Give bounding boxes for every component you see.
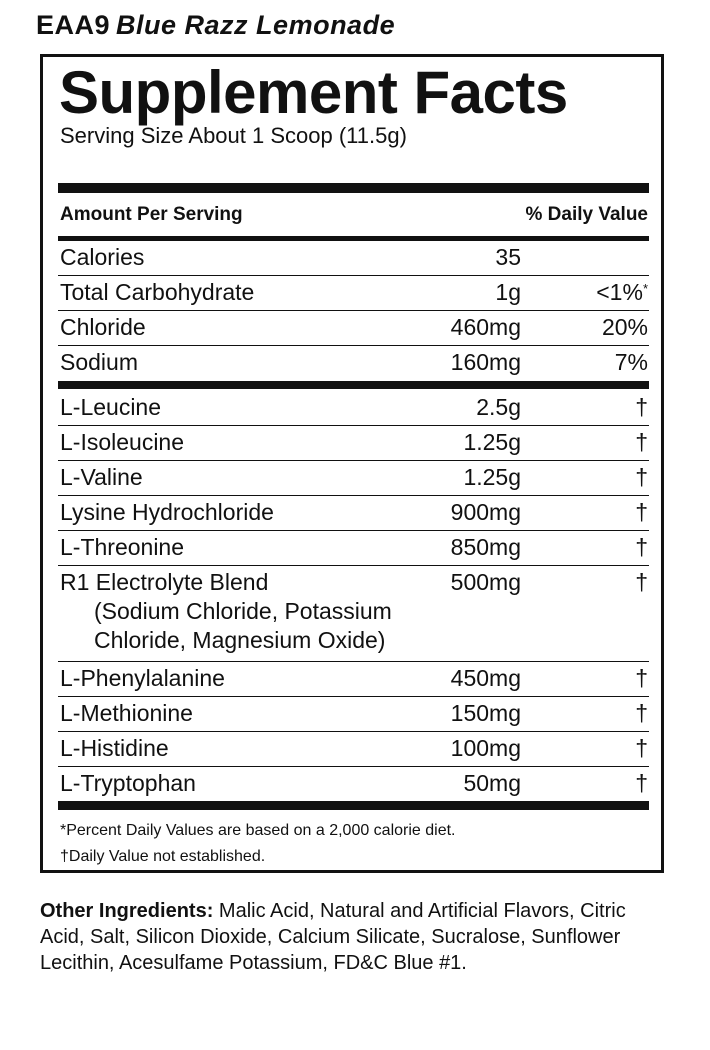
nutrient-name: L-Phenylalanine xyxy=(60,665,225,691)
nutrient-amount: 160mg xyxy=(450,349,521,375)
nutrient-name: Total Carbohydrate xyxy=(60,279,255,305)
nutrient-amount: 500mg xyxy=(450,569,521,595)
nutrient-amount: 2.5g xyxy=(476,394,521,420)
nutrient-row xyxy=(58,241,649,276)
divider-bar xyxy=(58,381,649,389)
nutrient-name: Calories xyxy=(60,244,145,270)
nutrient-row xyxy=(58,767,649,801)
nutrient-row xyxy=(58,732,649,767)
dv-footnote-mark: * xyxy=(642,281,648,296)
product-name: EAA9 xyxy=(36,10,111,40)
nutrient-name: L-Isoleucine xyxy=(60,429,185,455)
footnote-dagger: †Daily Value not established. xyxy=(60,848,266,865)
nutrient-row xyxy=(58,391,649,426)
nutrient-name: L-Leucine xyxy=(60,394,162,420)
nutrient-row-blend xyxy=(58,566,649,662)
blend-components-line: (Sodium Chloride, Potassium xyxy=(94,598,392,624)
nutrient-row xyxy=(58,531,649,566)
nutrient-row xyxy=(58,311,649,346)
product-title xyxy=(36,10,395,41)
nutrient-amount: 100mg xyxy=(450,735,521,761)
nutrient-amount: 850mg xyxy=(450,534,521,560)
facts-heading: Supplement Facts xyxy=(59,59,568,126)
dagger-mark: † xyxy=(635,499,648,525)
nutrient-amount: 900mg xyxy=(450,499,521,525)
nutrient-amount: 150mg xyxy=(450,700,521,726)
nutrient-amount: 450mg xyxy=(450,665,521,691)
nutrient-daily-value xyxy=(596,279,648,306)
nutrient-row xyxy=(58,346,649,380)
nutrient-amount: 50mg xyxy=(463,770,521,796)
nutrient-amount: 460mg xyxy=(450,314,521,340)
dagger-mark: † xyxy=(635,665,648,691)
divider-bar xyxy=(58,183,649,193)
blend-components-line: Chloride, Magnesium Oxide) xyxy=(94,627,386,653)
other-ingredients-label: Other Ingredients: xyxy=(40,900,214,922)
amount-per-serving-header: Amount Per Serving xyxy=(60,204,243,225)
nutrient-name: Chloride xyxy=(60,314,146,340)
footnote-daily-values: *Percent Daily Values are based on a 2,000 calorie diet. xyxy=(60,822,456,839)
dagger-mark: † xyxy=(635,569,648,595)
nutrient-name: L-Threonine xyxy=(60,534,185,560)
other-ingredients xyxy=(40,898,670,976)
dagger-mark: † xyxy=(635,429,648,455)
nutrient-name: Sodium xyxy=(60,349,138,375)
nutrient-name: L-Valine xyxy=(60,464,143,490)
nutrient-name: L-Methionine xyxy=(60,700,193,726)
nutrient-row xyxy=(58,461,649,496)
dagger-mark: † xyxy=(635,464,648,490)
nutrient-name: L-Histidine xyxy=(60,735,169,761)
nutrient-row xyxy=(58,697,649,732)
table-header xyxy=(60,202,648,232)
nutrient-amount: 1.25g xyxy=(463,429,521,455)
nutrient-amount: 1g xyxy=(495,279,521,305)
product-flavor: Blue Razz Lemonade xyxy=(116,10,396,40)
divider-bar xyxy=(58,801,649,810)
dv-value: <1% xyxy=(596,279,643,305)
nutrient-name: R1 Electrolyte Blend xyxy=(60,569,269,595)
serving-size: Serving Size About 1 Scoop (11.5g) xyxy=(60,123,407,148)
dagger-mark: † xyxy=(635,394,648,420)
nutrient-daily-value: 20% xyxy=(601,314,648,340)
daily-value-header: % Daily Value xyxy=(525,204,648,225)
nutrient-row xyxy=(58,276,649,311)
nutrient-row xyxy=(58,496,649,531)
nutrient-row xyxy=(58,662,649,697)
dagger-mark: † xyxy=(635,735,648,761)
supplement-facts-panel xyxy=(40,54,664,873)
nutrient-amount: 1.25g xyxy=(463,464,521,490)
dagger-mark: † xyxy=(635,770,648,796)
nutrient-name: Lysine Hydrochloride xyxy=(60,499,274,525)
dagger-mark: † xyxy=(635,534,648,560)
nutrient-daily-value: 7% xyxy=(614,349,648,375)
other-ingredients-text: Malic Acid, Natural and Artificial Flavors, Citric Acid, Salt, Silicon Dioxide, Calcium Silicate, Sucralose, Sunflower Lecithin, Acesulfame Potassium, FD&C Blue #1. xyxy=(40,900,626,974)
nutrient-amount: 35 xyxy=(495,244,521,270)
dagger-mark: † xyxy=(635,700,648,726)
nutrient-name: L-Tryptophan xyxy=(60,770,196,796)
nutrient-row xyxy=(58,426,649,461)
